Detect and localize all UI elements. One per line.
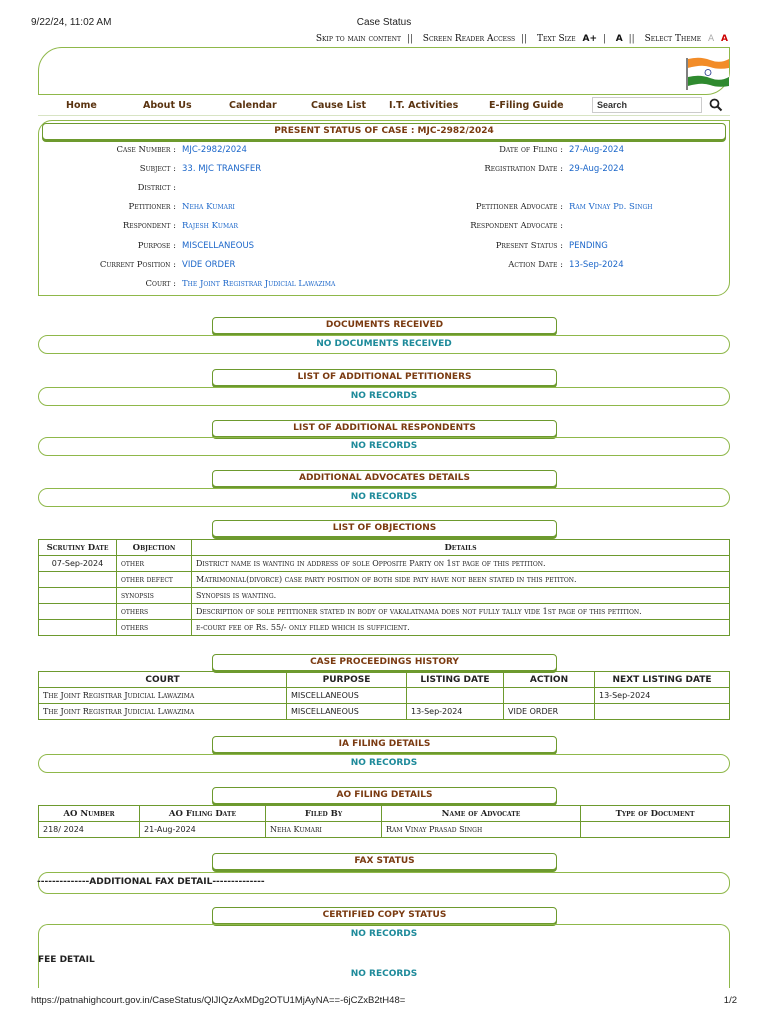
add-petitioners-heading: LIST OF ADDITIONAL PETITIONERS [212,369,557,386]
court-label: Court : [145,279,176,289]
purpose-label: Purpose : [137,241,176,251]
col-action: ACTION [504,672,595,688]
objection-cell: other [117,556,192,572]
present-status-value: PENDING [569,241,608,251]
date-of-filing-value: 27-Aug-2024 [569,145,624,155]
add-advocates-heading: ADDITIONAL ADVOCATES DETAILS [212,470,557,487]
action-cell: VIDE ORDER [504,704,595,720]
col-ao-filing-date: AO Filing Date [140,806,266,822]
col-objection: Objection [117,540,192,556]
next-listing-date-cell [595,704,730,720]
text-size-normal-button[interactable]: A [615,34,623,44]
scrutiny-date-cell [39,572,117,588]
col-ao-number: AO Number [39,806,140,822]
objection-cell: others [117,604,192,620]
nav-it-activities[interactable]: I.T. Activities [389,100,459,111]
theme-red-button[interactable]: A [721,34,728,44]
certified-copy-heading: CERTIFIED COPY STATUS [212,907,557,924]
scrutiny-date-cell [39,588,117,604]
petitioner-label: Petitioner : [128,202,176,212]
print-page-number: 1/2 [723,995,737,1006]
search-icon[interactable] [708,97,724,113]
respondent-label: Respondent : [122,221,176,231]
certified-copy-message: NO RECORDS [350,929,418,939]
case-number-value: MJC-2982/2024 [182,145,247,155]
respondent-value: Rajesh Kumar [182,221,238,231]
text-size-label: Text Size [537,34,576,44]
col-listing-date: LISTING DATE [407,672,504,688]
scrutiny-date-cell [39,604,117,620]
objection-cell: other defect [117,572,192,588]
listing-date-cell: 13-Sep-2024 [407,704,504,720]
add-advocates-message: NO RECORDS [350,492,418,502]
action-date-value: 13-Sep-2024 [569,260,624,270]
col-court: COURT [39,672,287,688]
case-number-label: Case Number : [116,145,176,155]
proceedings-heading: CASE PROCEEDINGS HISTORY [212,654,557,671]
ia-filing-heading: IA FILING DETAILS [212,736,557,753]
nav-cause-list[interactable]: Cause List [311,100,367,111]
present-status-heading: PRESENT STATUS OF CASE : MJC-2982/2024 [42,123,726,140]
petitioner-value: Neha Kumari [182,202,235,212]
petitioner-advocate-label: Petitioner Advocate : [475,202,563,212]
purpose-cell: MISCELLANEOUS [287,688,407,704]
add-respondents-heading: LIST OF ADDITIONAL RESPONDENTS [212,420,557,437]
documents-message: NO DOCUMENTS RECEIVED [316,339,452,349]
registration-date-label: Registration Date : [484,164,563,174]
add-respondents-panel [38,437,730,456]
screen-reader-link[interactable]: Screen Reader Access [422,34,516,44]
certified-copy-panel [38,924,730,988]
col-purpose: PURPOSE [287,672,407,688]
details-cell: Synopsis is wanting. [192,588,730,604]
current-position-value: VIDE ORDER [182,260,236,270]
add-advocates-panel [38,488,730,507]
fax-status-heading: FAX STATUS [212,853,557,870]
add-respondents-message: NO RECORDS [350,441,418,451]
purpose-cell: MISCELLANEOUS [287,704,407,720]
details-cell: District name is wanting in address of sole Opposite Party on 1st page of this petition. [192,556,730,572]
current-position-label: Current Position : [99,260,176,270]
add-petitioners-panel [38,387,730,406]
fax-status-panel [38,872,730,894]
col-name-of-advocate: Name of Advocate [382,806,581,822]
select-theme-label: Select Theme [644,34,702,44]
court-value: The Joint Registrar Judicial Lawazima [182,279,336,289]
present-status-label: Present Status : [495,241,563,251]
text-size-increase-button[interactable]: A+ [582,34,597,44]
court-cell: The Joint Registrar Judicial Lawazima [39,688,287,704]
scrutiny-date-cell: 07-Sep-2024 [39,556,117,572]
filed-by-cell: Neha Kumari [266,822,382,838]
action-cell [504,688,595,704]
subject-value: 33. MJC TRANSFER [182,164,262,174]
ao-filing-table [38,805,730,838]
header-banner [38,47,730,95]
nav-efiling-guide[interactable]: E-Filing Guide [489,100,564,111]
doc-type-cell [581,822,730,838]
table-row [39,556,730,572]
nav-about-us[interactable]: About Us [143,100,192,111]
objections-heading: LIST OF OBJECTIONS [212,520,557,537]
next-listing-date-cell: 13-Sep-2024 [595,688,730,704]
nav-home[interactable]: Home [66,100,97,111]
table-row [39,822,730,838]
objection-cell: others [117,620,192,636]
documents-panel [38,335,730,354]
col-filed-by: Filed By [266,806,382,822]
respondent-advocate-label: Respondent Advocate : [470,221,563,231]
scrutiny-date-cell [39,620,117,636]
documents-heading: DOCUMENTS RECEIVED [212,317,557,334]
skip-to-main-link[interactable]: Skip to main content [315,34,401,44]
india-flag-icon [684,56,730,90]
listing-date-cell [407,688,504,704]
district-label: District : [137,183,176,193]
fax-detail-text: --------------ADDITIONAL FAX DETAIL-------------- [37,877,265,887]
court-cell: The Joint Registrar Judicial Lawazima [39,704,287,720]
ao-filing-date-cell: 21-Aug-2024 [140,822,266,838]
fee-detail-label: FEE DETAIL [38,955,95,965]
subject-label: Subject : [139,164,176,174]
objection-cell: synopsis [117,588,192,604]
details-cell: e-court fee of Rs. 55/- only filed which is sufficient. [192,620,730,636]
details-cell: Matrimonial(divorce) case party position of both side paty have not been stated in this petiton. [192,572,730,588]
table-row [39,572,730,588]
date-of-filing-label: Date of Filing : [499,145,563,155]
col-details: Details [192,540,730,556]
fee-detail-message: NO RECORDS [350,969,418,979]
col-type-of-document: Type of Document [581,806,730,822]
main-nav [38,96,730,116]
petitioner-advocate-value: Ram Vinay Pd. Singh [569,202,653,212]
table-row [39,588,730,604]
ao-filing-heading: AO FILING DETAILS [212,787,557,804]
table-row [39,688,730,704]
ia-filing-panel [38,754,730,773]
registration-date-value: 29-Aug-2024 [569,164,624,174]
print-footer-url: https://patnahighcourt.gov.in/CaseStatus/QlJIQzAxMDg2OTU1MjAyNA==-6jCZxB2tH48= [31,995,406,1006]
action-date-label: Action Date : [508,260,563,270]
search-input[interactable]: Search [592,97,702,113]
objections-table [38,539,730,636]
add-petitioners-message: NO RECORDS [350,391,418,401]
table-row [39,604,730,620]
col-scrutiny-date: Scrutiny Date [39,540,117,556]
details-cell: Description of sole petitioner stated in body of vakalatnama does not fully tally vide 1st page of this petition. [192,604,730,620]
col-next-listing-date: NEXT LISTING DATE [595,672,730,688]
proceedings-table [38,671,730,720]
theme-light-button[interactable]: A [707,34,715,44]
table-row [39,620,730,636]
accessibility-bar: Skip to main content || Screen Reader Access || Text Size A+ | A || Select Theme A A [315,34,728,44]
ia-filing-message: NO RECORDS [350,758,418,768]
table-row [39,704,730,720]
ao-number-cell: 218/ 2024 [39,822,140,838]
advocate-cell: Ram Vinay Prasad Singh [382,822,581,838]
print-datetime: 9/22/24, 11:02 AM [31,17,112,28]
purpose-value: MISCELLANEOUS [182,241,255,251]
nav-calendar[interactable]: Calendar [229,100,277,111]
print-title: Case Status [356,17,412,28]
